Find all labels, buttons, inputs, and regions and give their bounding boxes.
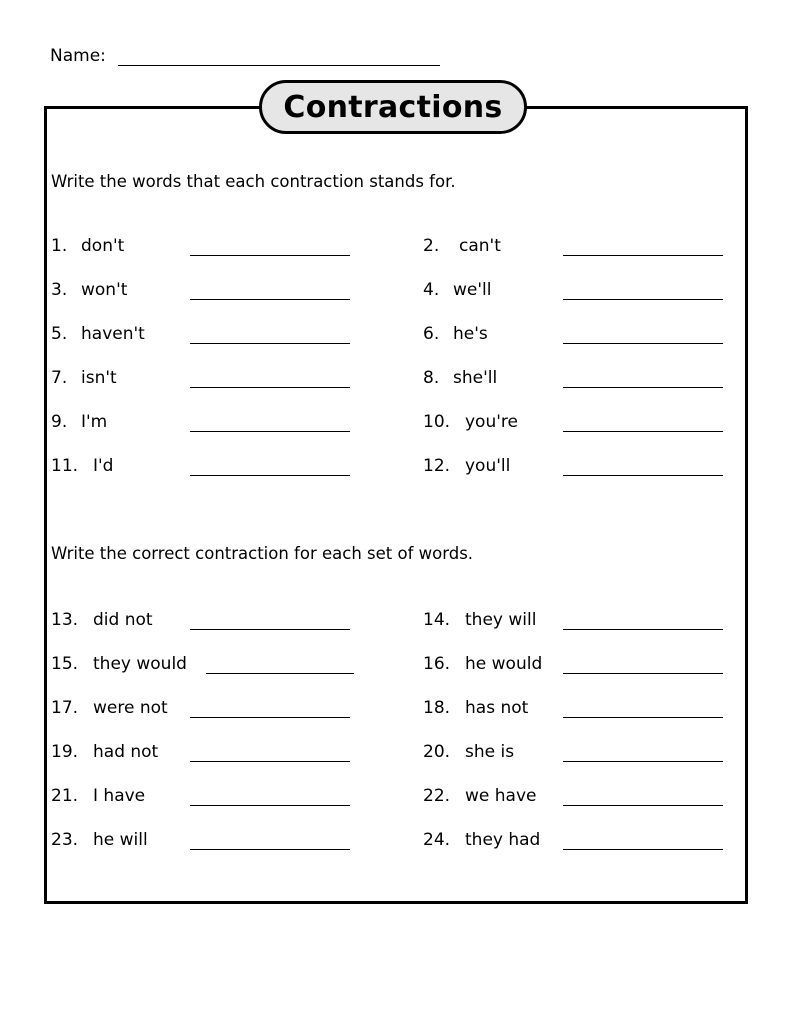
- worksheet-item: [51, 742, 159, 762]
- worksheet-frame: [44, 106, 748, 904]
- section1-instruction: Write the words that each contraction stands for.: [51, 172, 456, 191]
- worksheet-item: [423, 654, 543, 674]
- worksheet-title: Contractions: [259, 80, 527, 134]
- answer-blank[interactable]: [190, 475, 350, 476]
- answer-blank[interactable]: [563, 255, 723, 256]
- worksheet-item: [423, 280, 492, 300]
- item-number: 1.: [51, 236, 68, 256]
- answer-blank[interactable]: [190, 805, 350, 806]
- item-number: 8.: [423, 368, 440, 388]
- item-word: they would: [93, 654, 187, 674]
- item-word: were not: [93, 698, 168, 718]
- item-word: did not: [93, 610, 153, 630]
- item-number: 14.: [423, 610, 451, 630]
- name-field[interactable]: [118, 47, 440, 66]
- item-number: 12.: [423, 456, 451, 476]
- item-word: she is: [465, 742, 515, 762]
- item-word: had not: [93, 742, 159, 762]
- item-number: 19.: [51, 742, 79, 762]
- item-number: 23.: [51, 830, 79, 850]
- worksheet-item: [51, 610, 153, 630]
- item-number: 20.: [423, 742, 451, 762]
- item-word: he's: [453, 324, 488, 344]
- item-number: 11.: [51, 456, 79, 476]
- name-row: [50, 46, 440, 66]
- answer-blank[interactable]: [190, 299, 350, 300]
- worksheet-item: [423, 698, 529, 718]
- answer-blank[interactable]: [563, 717, 723, 718]
- item-number: 5.: [51, 324, 68, 344]
- worksheet-item: [423, 742, 515, 762]
- item-word: they had: [465, 830, 541, 850]
- worksheet-item: [51, 236, 125, 256]
- item-word: isn't: [81, 368, 117, 388]
- item-word: don't: [81, 236, 125, 256]
- item-number: 3.: [51, 280, 68, 300]
- worksheet-item: [51, 412, 108, 432]
- item-word: can't: [459, 236, 501, 256]
- item-word: he would: [465, 654, 543, 674]
- answer-blank[interactable]: [190, 343, 350, 344]
- item-number: 22.: [423, 786, 451, 806]
- item-word: we have: [465, 786, 537, 806]
- item-word: you'll: [465, 456, 511, 476]
- item-word: I'd: [93, 456, 114, 476]
- worksheet-item: [51, 456, 114, 476]
- answer-blank[interactable]: [563, 431, 723, 432]
- item-number: 7.: [51, 368, 68, 388]
- item-number: 16.: [423, 654, 451, 674]
- item-word: she'll: [453, 368, 498, 388]
- worksheet-item: [423, 456, 511, 476]
- worksheet-item: [423, 368, 498, 388]
- name-label: Name:: [50, 46, 106, 66]
- answer-blank[interactable]: [190, 849, 350, 850]
- answer-blank[interactable]: [563, 629, 723, 630]
- answer-blank[interactable]: [190, 387, 350, 388]
- item-word: he will: [93, 830, 148, 850]
- item-number: 6.: [423, 324, 440, 344]
- item-word: we'll: [453, 280, 492, 300]
- item-number: 15.: [51, 654, 79, 674]
- section2-instruction: Write the correct contraction for each set of words.: [51, 544, 474, 563]
- item-word: you're: [465, 412, 518, 432]
- answer-blank[interactable]: [190, 255, 350, 256]
- worksheet-item: [51, 786, 146, 806]
- item-number: 9.: [51, 412, 68, 432]
- item-number: 4.: [423, 280, 440, 300]
- worksheet-item: [423, 324, 488, 344]
- answer-blank[interactable]: [206, 673, 354, 674]
- item-number: 17.: [51, 698, 79, 718]
- worksheet-item: [51, 368, 117, 388]
- worksheet-item: [51, 324, 145, 344]
- answer-blank[interactable]: [563, 673, 723, 674]
- item-word: won't: [81, 280, 128, 300]
- answer-blank[interactable]: [190, 717, 350, 718]
- answer-blank[interactable]: [563, 761, 723, 762]
- worksheet-item: [51, 830, 148, 850]
- worksheet-item: [51, 654, 187, 674]
- answer-blank[interactable]: [563, 805, 723, 806]
- answer-blank[interactable]: [190, 431, 350, 432]
- item-word: I'm: [81, 412, 108, 432]
- worksheet-item: [423, 236, 501, 256]
- item-word: has not: [465, 698, 529, 718]
- item-word: I have: [93, 786, 146, 806]
- item-number: 24.: [423, 830, 451, 850]
- answer-blank[interactable]: [563, 343, 723, 344]
- worksheet-item: [423, 610, 537, 630]
- answer-blank[interactable]: [563, 849, 723, 850]
- worksheet-item: [423, 830, 541, 850]
- worksheet-item: [423, 786, 537, 806]
- answer-blank[interactable]: [563, 299, 723, 300]
- worksheet-item: [51, 698, 168, 718]
- item-number: 10.: [423, 412, 451, 432]
- answer-blank[interactable]: [563, 475, 723, 476]
- item-number: 2.: [423, 236, 440, 256]
- answer-blank[interactable]: [563, 387, 723, 388]
- worksheet-item: [51, 280, 128, 300]
- item-number: 13.: [51, 610, 79, 630]
- answer-blank[interactable]: [190, 761, 350, 762]
- item-word: they will: [465, 610, 537, 630]
- worksheet-item: [423, 412, 518, 432]
- item-number: 21.: [51, 786, 79, 806]
- item-word: haven't: [81, 324, 145, 344]
- item-number: 18.: [423, 698, 451, 718]
- answer-blank[interactable]: [190, 629, 350, 630]
